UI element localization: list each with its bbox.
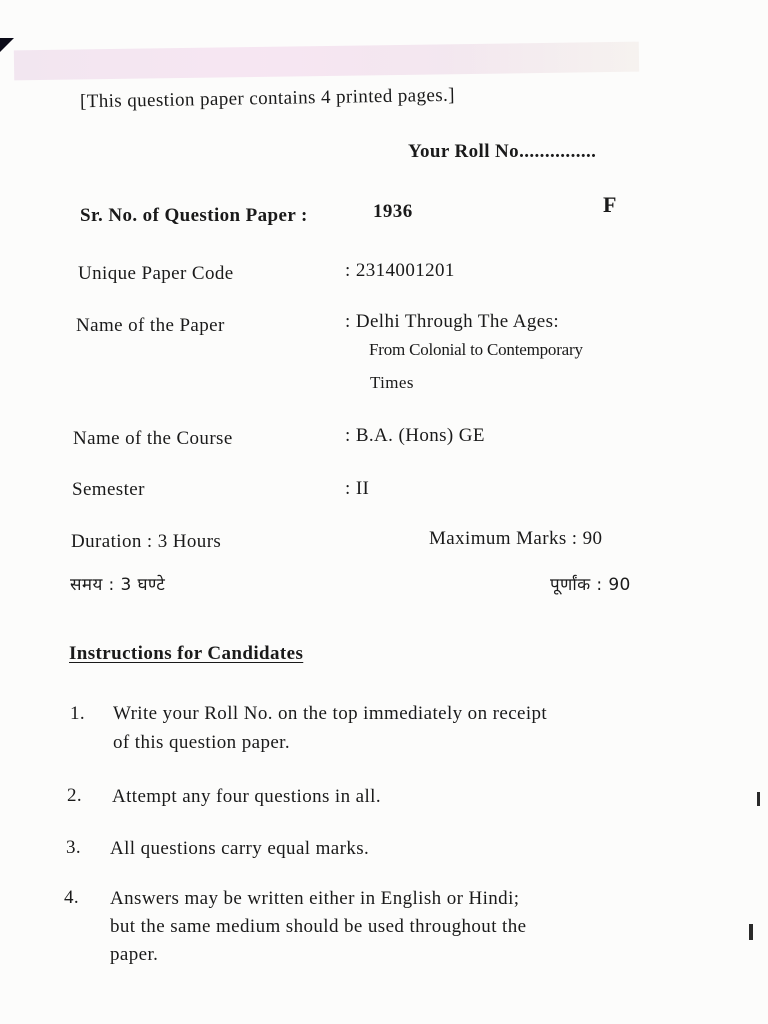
paper-name-label: Name of the Paper (76, 315, 225, 336)
serial-number-value: 1936 (373, 201, 413, 222)
roll-number-line: Your Roll No............... (408, 141, 597, 162)
paper-name-value-line-2: From Colonial to Contemporary (369, 340, 583, 359)
torn-paper-strip (14, 42, 639, 81)
maximum-marks-text: Maximum Marks : 90 (429, 528, 603, 549)
corner-mark (0, 38, 14, 52)
instruction-2-number: 2. (67, 785, 83, 806)
instruction-2-line-1: Attempt any four questions in all. (112, 786, 382, 807)
scan-speck (757, 792, 760, 806)
course-name-value: : B.A. (Hons) GE (345, 425, 485, 446)
duration-text: Duration : 3 Hours (71, 531, 222, 552)
maximum-marks-hindi-text: पूर्णांक : 90 (550, 575, 631, 595)
instruction-1-line-2: of this question paper. (113, 732, 291, 753)
printed-pages-note: [This question paper contains 4 printed pages.] (79, 84, 456, 113)
duration-hindi-text: समय : 3 घण्टे (70, 575, 166, 595)
instruction-4-line-2: but the same medium should be used throughout the (110, 916, 527, 937)
paper-name-value-line-3: Times (370, 373, 414, 392)
instruction-1-number: 1. (70, 703, 86, 724)
instruction-4-line-3: paper. (110, 944, 159, 965)
semester-value: : II (345, 478, 370, 499)
paper-code-value: : 2314001201 (345, 260, 455, 281)
instructions-heading: Instructions for Candidates (69, 643, 304, 664)
instruction-3-line-1: All questions carry equal marks. (110, 838, 370, 859)
paper-code-label: Unique Paper Code (78, 263, 234, 284)
scan-speck (749, 924, 753, 940)
instruction-1-line-1: Write your Roll No. on the top immediately on receipt (113, 703, 548, 724)
paper-set-letter: F (603, 192, 617, 217)
instruction-3-number: 3. (66, 837, 82, 858)
paper-name-value-line-1: : Delhi Through The Ages: (345, 311, 560, 332)
instruction-4-number: 4. (64, 887, 80, 908)
course-name-label: Name of the Course (73, 428, 233, 449)
instruction-4-line-1: Answers may be written either in English or Hindi; (110, 888, 520, 909)
semester-label: Semester (72, 479, 145, 500)
serial-number-label: Sr. No. of Question Paper : (80, 205, 308, 226)
